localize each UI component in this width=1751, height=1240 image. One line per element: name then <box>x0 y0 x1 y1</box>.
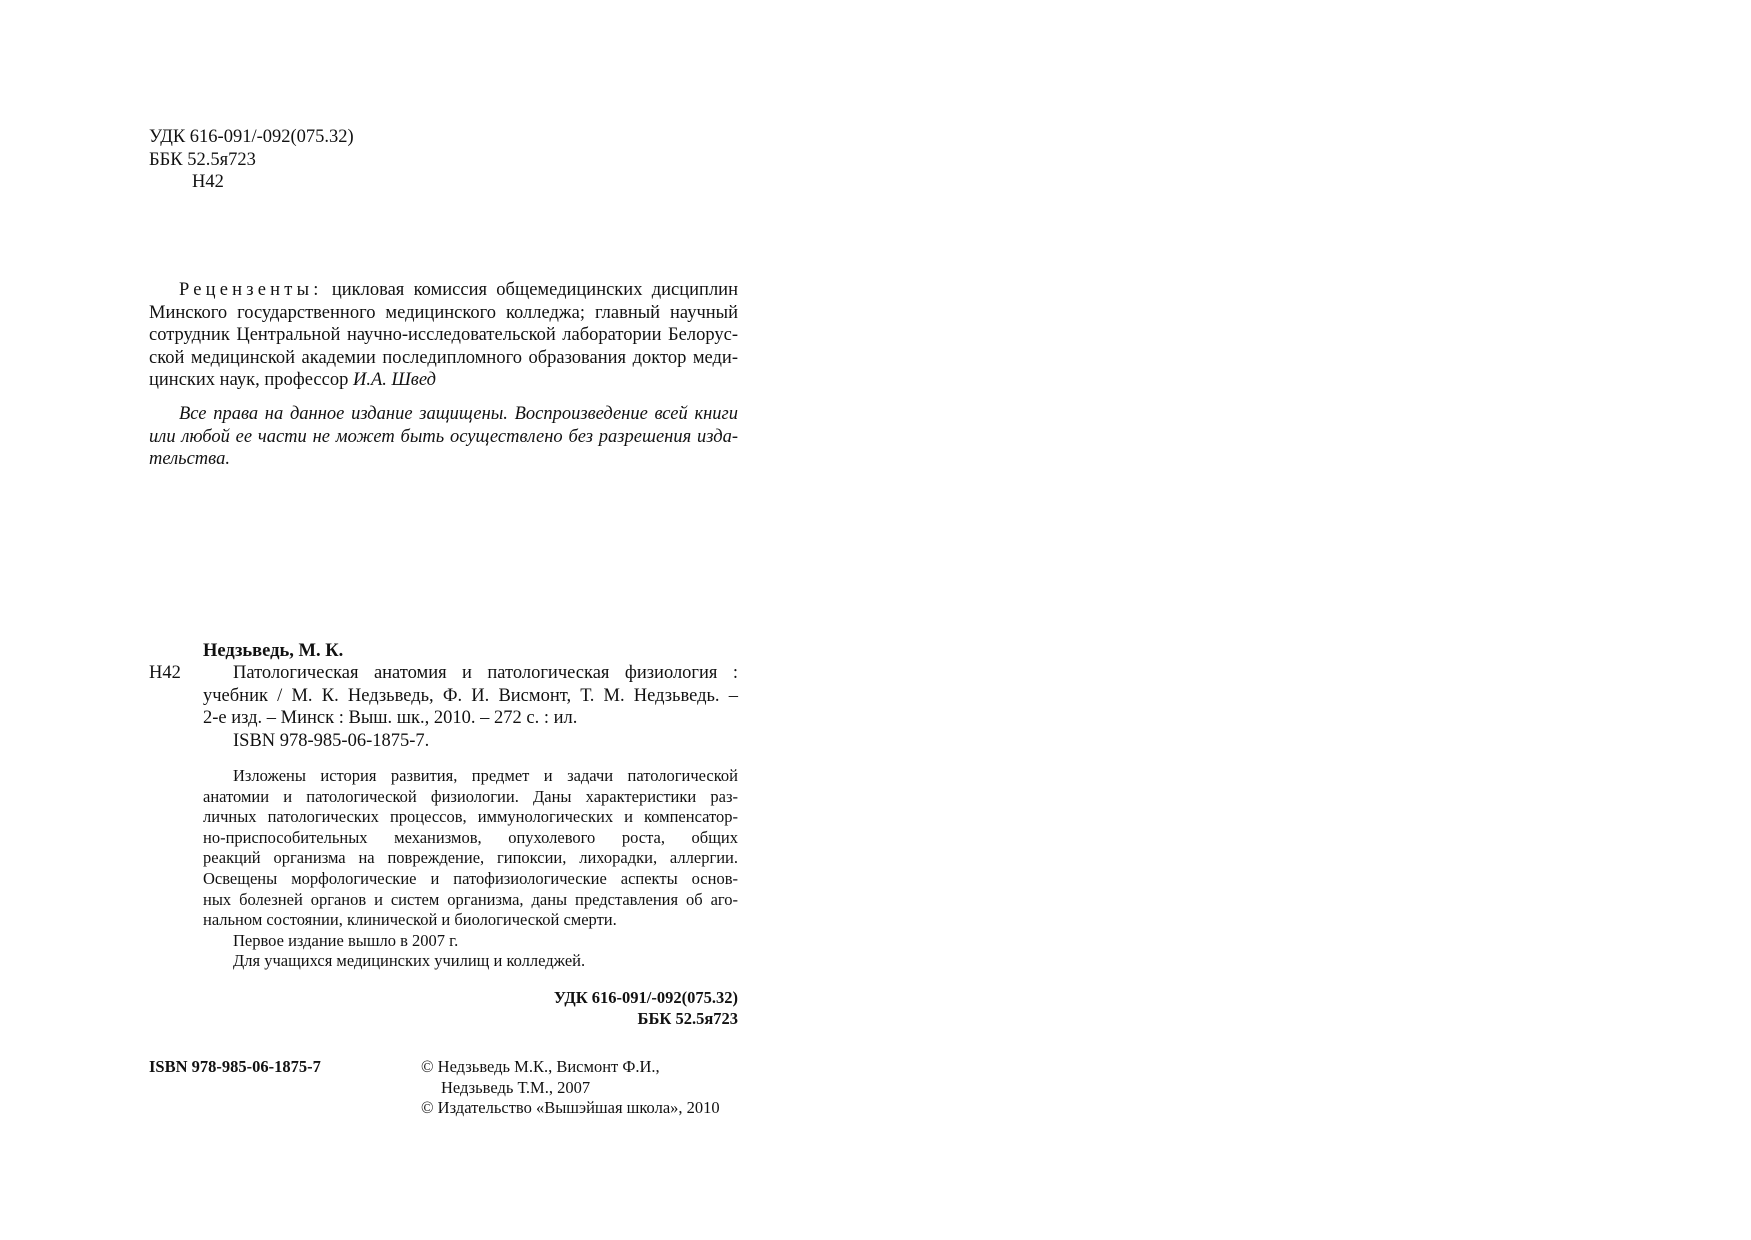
copyright-authors-cont: Недзьведь Т.М., 2007 <box>441 1077 591 1097</box>
reviewers-line-2: Минского государственного медицинского колледжа; главный научный <box>149 302 738 323</box>
reviewers-paragraph <box>149 279 738 392</box>
annotation-line-5: реакций организма на повреждение, гипоксии, лихорадки, аллергии. <box>203 848 738 868</box>
audience-note: Для учащихся медицинских училищ и колледжей. <box>233 951 586 971</box>
udc-code: УДК 616-091/-092(075.32) <box>149 127 354 147</box>
catalog-author-heading: Недзьведь, М. К. <box>203 641 344 661</box>
udc-code-bottom: УДК 616-091/-092(075.32) <box>553 988 738 1007</box>
classification-block-top <box>149 126 354 194</box>
annotation-paragraph <box>203 766 738 972</box>
first-edition-note: Первое издание вышло в 2007 г. <box>233 930 459 950</box>
annotation-line-7: ных болезней органов и систем организма, даны представления об аго- <box>203 889 738 909</box>
annotation-line-6: Освещены морфологические и патофизиологические аспекты основ- <box>203 868 738 888</box>
catalog-isbn-line: ISBN 978-985-06-1875-7. <box>233 730 430 751</box>
reviewers-label: Рецензенты: <box>179 280 323 300</box>
reviewers-line-5 <box>149 369 738 392</box>
rights-notice <box>149 403 738 471</box>
annotation-line-4: но-приспособительных механизмов, опухолевого роста, общих <box>203 827 738 847</box>
reviewer-name: И.А. Швед <box>352 370 436 390</box>
catalog-responsibility-line: учебник / М. К. Недзьведь, Ф. И. Висмонт, Т. М. Недзьведь. – <box>203 685 738 706</box>
reviewers-text-1: цикловая комиссия общемедицинских дисциплин <box>322 280 738 300</box>
author-mark: Н42 <box>192 172 224 192</box>
catalog-title-line: Патологическая анатомия и патологическая физиология : <box>233 663 738 683</box>
bbk-code-bottom: ББК 52.5я723 <box>637 1008 738 1028</box>
classification-block-bottom <box>449 988 738 1029</box>
annotation-line-8: нальном состоянии, клинической и биологической смерти. <box>203 910 617 930</box>
catalog-edition-line: 2-е изд. – Минск : Выш. шк., 2010. – 272 с. : ил. <box>203 708 578 728</box>
copyright-block <box>421 1057 720 1119</box>
catalog-card-body <box>203 662 738 752</box>
rights-line-1: Все права на данное издание защищены. Воспроизведение всей книги <box>179 404 738 424</box>
bbk-code: ББК 52.5я723 <box>149 149 256 170</box>
rights-line-3: тельства. <box>149 449 230 469</box>
reviewers-line-3: сотрудник Центральной научно-исследовательской лаборатории Белорус- <box>149 325 738 345</box>
catalog-author-mark: Н42 <box>149 663 181 683</box>
reviewers-line-4: ской медицинской академии последипломного образования доктор меди- <box>149 347 738 368</box>
reviewers-line-1 <box>149 279 738 302</box>
annotation-line-1: Изложены история развития, предмет и задачи патологической <box>233 766 738 785</box>
copyright-publisher: © Издательство «Вышэйшая школа», 2010 <box>421 1098 720 1118</box>
annotation-line-2: анатомии и патологической физиологии. Даны характеристики раз- <box>203 786 738 806</box>
reviewers-text-5: цинских наук, профессор <box>149 370 353 390</box>
copyright-authors: © Недзьведь М.К., Висмонт Ф.И., <box>421 1057 660 1076</box>
annotation-line-3: личных патологических процессов, иммунологических и компенсатор- <box>203 807 738 827</box>
rights-line-2: или любой ее части не может быть осуществлено без разрешения изда- <box>149 426 738 447</box>
isbn: ISBN 978-985-06-1875-7 <box>149 1057 321 1076</box>
